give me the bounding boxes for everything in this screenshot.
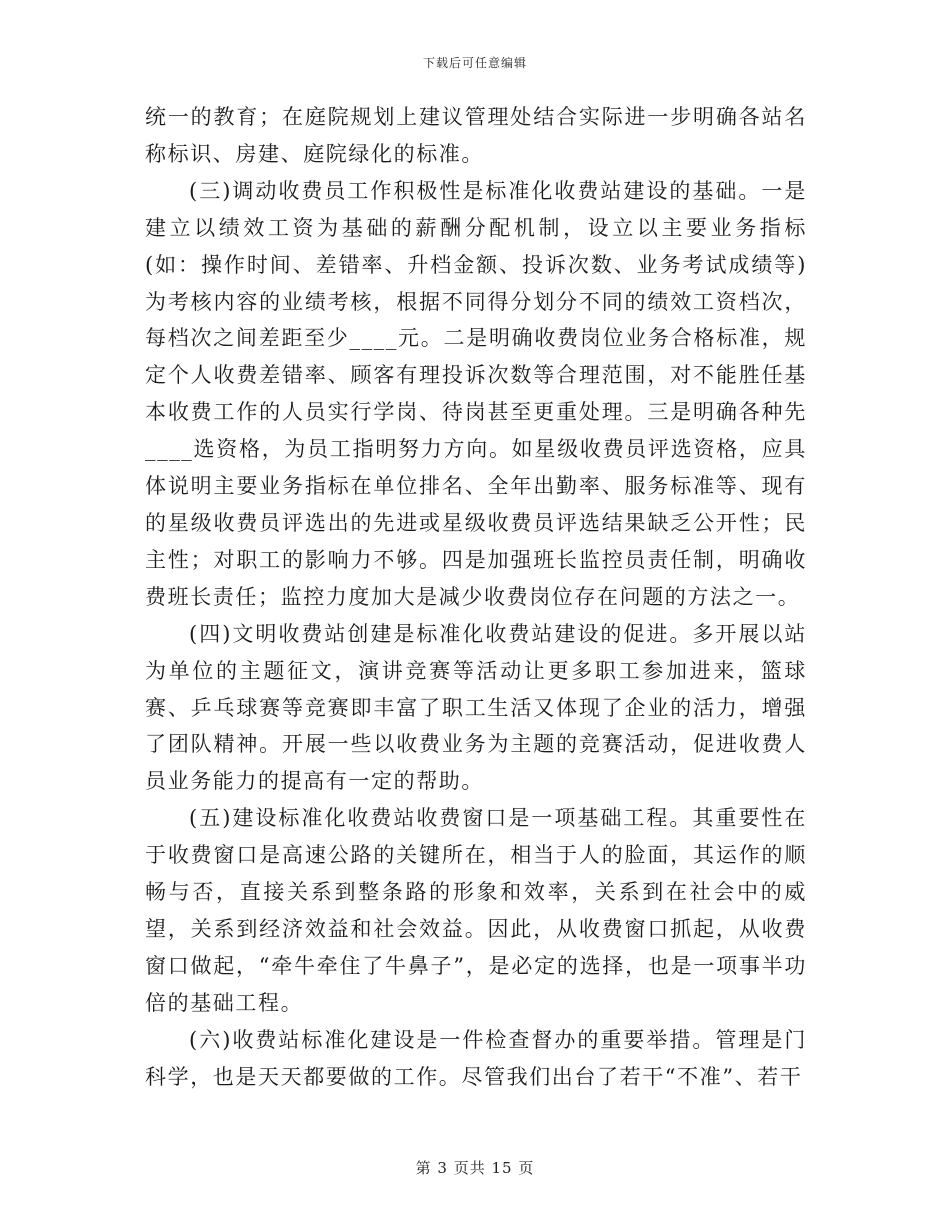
paragraph-section-4: (四)文明收费站创建是标准化收费站建设的促进。多开展以站为单位的主题征文，演讲竞赛等活动让更多职工参加进来，篮球赛、乒乓球赛等竞赛即丰富了职工生活又体现了企业的活力，增强了团队精神。开展一些以收费业务为主题的竞赛活动，促进收费人员业务能力的提高有一定的帮助。 (145, 621, 807, 794)
document-body (145, 99, 807, 1095)
page-header: 下载后可任意编辑 (422, 56, 527, 70)
paragraph-section-6: (六)收费站标准化建设是一件检查督办的重要举措。管理是门科学，也是天天都要做的工作。尽管我们出台了若干“不准”、若干 (145, 1027, 807, 1089)
paragraph-section-3: (三)调动收费员工作积极性是标准化收费站建设的基础。一是建立以绩效工资为基础的薪酬分配机制，设立以主要业务指标(如：操作时间、差错率、升档金额、投诉次数、业务考试成绩等)为考核内容的业绩考核，根据不同得分划分不同的绩效工资档次，每档次之间差距至少____元。二是明确收费岗位业务合格标准，规定个人收费差错率、顾客有理投诉次数等合理范围，对不能胜任基本收费工作的人员实行学岗、待岗甚至更重处理。三是明确各种先____选资格，为员工指明努力方向。如星级收费员评选资格，应具体说明主要业务指标在单位排名、全年出勤率、服务标准等、现有的星级收费员评选出的先进或星级收费员评选结果缺乏公开性；民主性；对职工的影响力不够。四是加强班长监控员责任制，明确收费班长责任；监控力度加大是减少收费岗位存在问题的方法之一。 (145, 178, 807, 609)
page-number-footer: 第 3 页共 15 页 (415, 1159, 535, 1177)
paragraph-continuation: 统一的教育；在庭院规划上建议管理处结合实际进一步明确各站名称标识、房建、庭院绿化的标准。 (145, 105, 807, 166)
paragraph-section-5: (五)建设标准化收费站收费窗口是一项基础工程。其重要性在于收费窗口是高速公路的关键所在，相当于人的脸面，其运作的顺畅与否，直接关系到整条路的形象和效率，关系到在社会中的威望，关系到经济效益和社会效益。因此，从收费窗口抓起，从收费窗口做起，“牵牛牵住了牛鼻子”，是必定的选择，也是一项事半功倍的基础工程。 (145, 806, 807, 1015)
